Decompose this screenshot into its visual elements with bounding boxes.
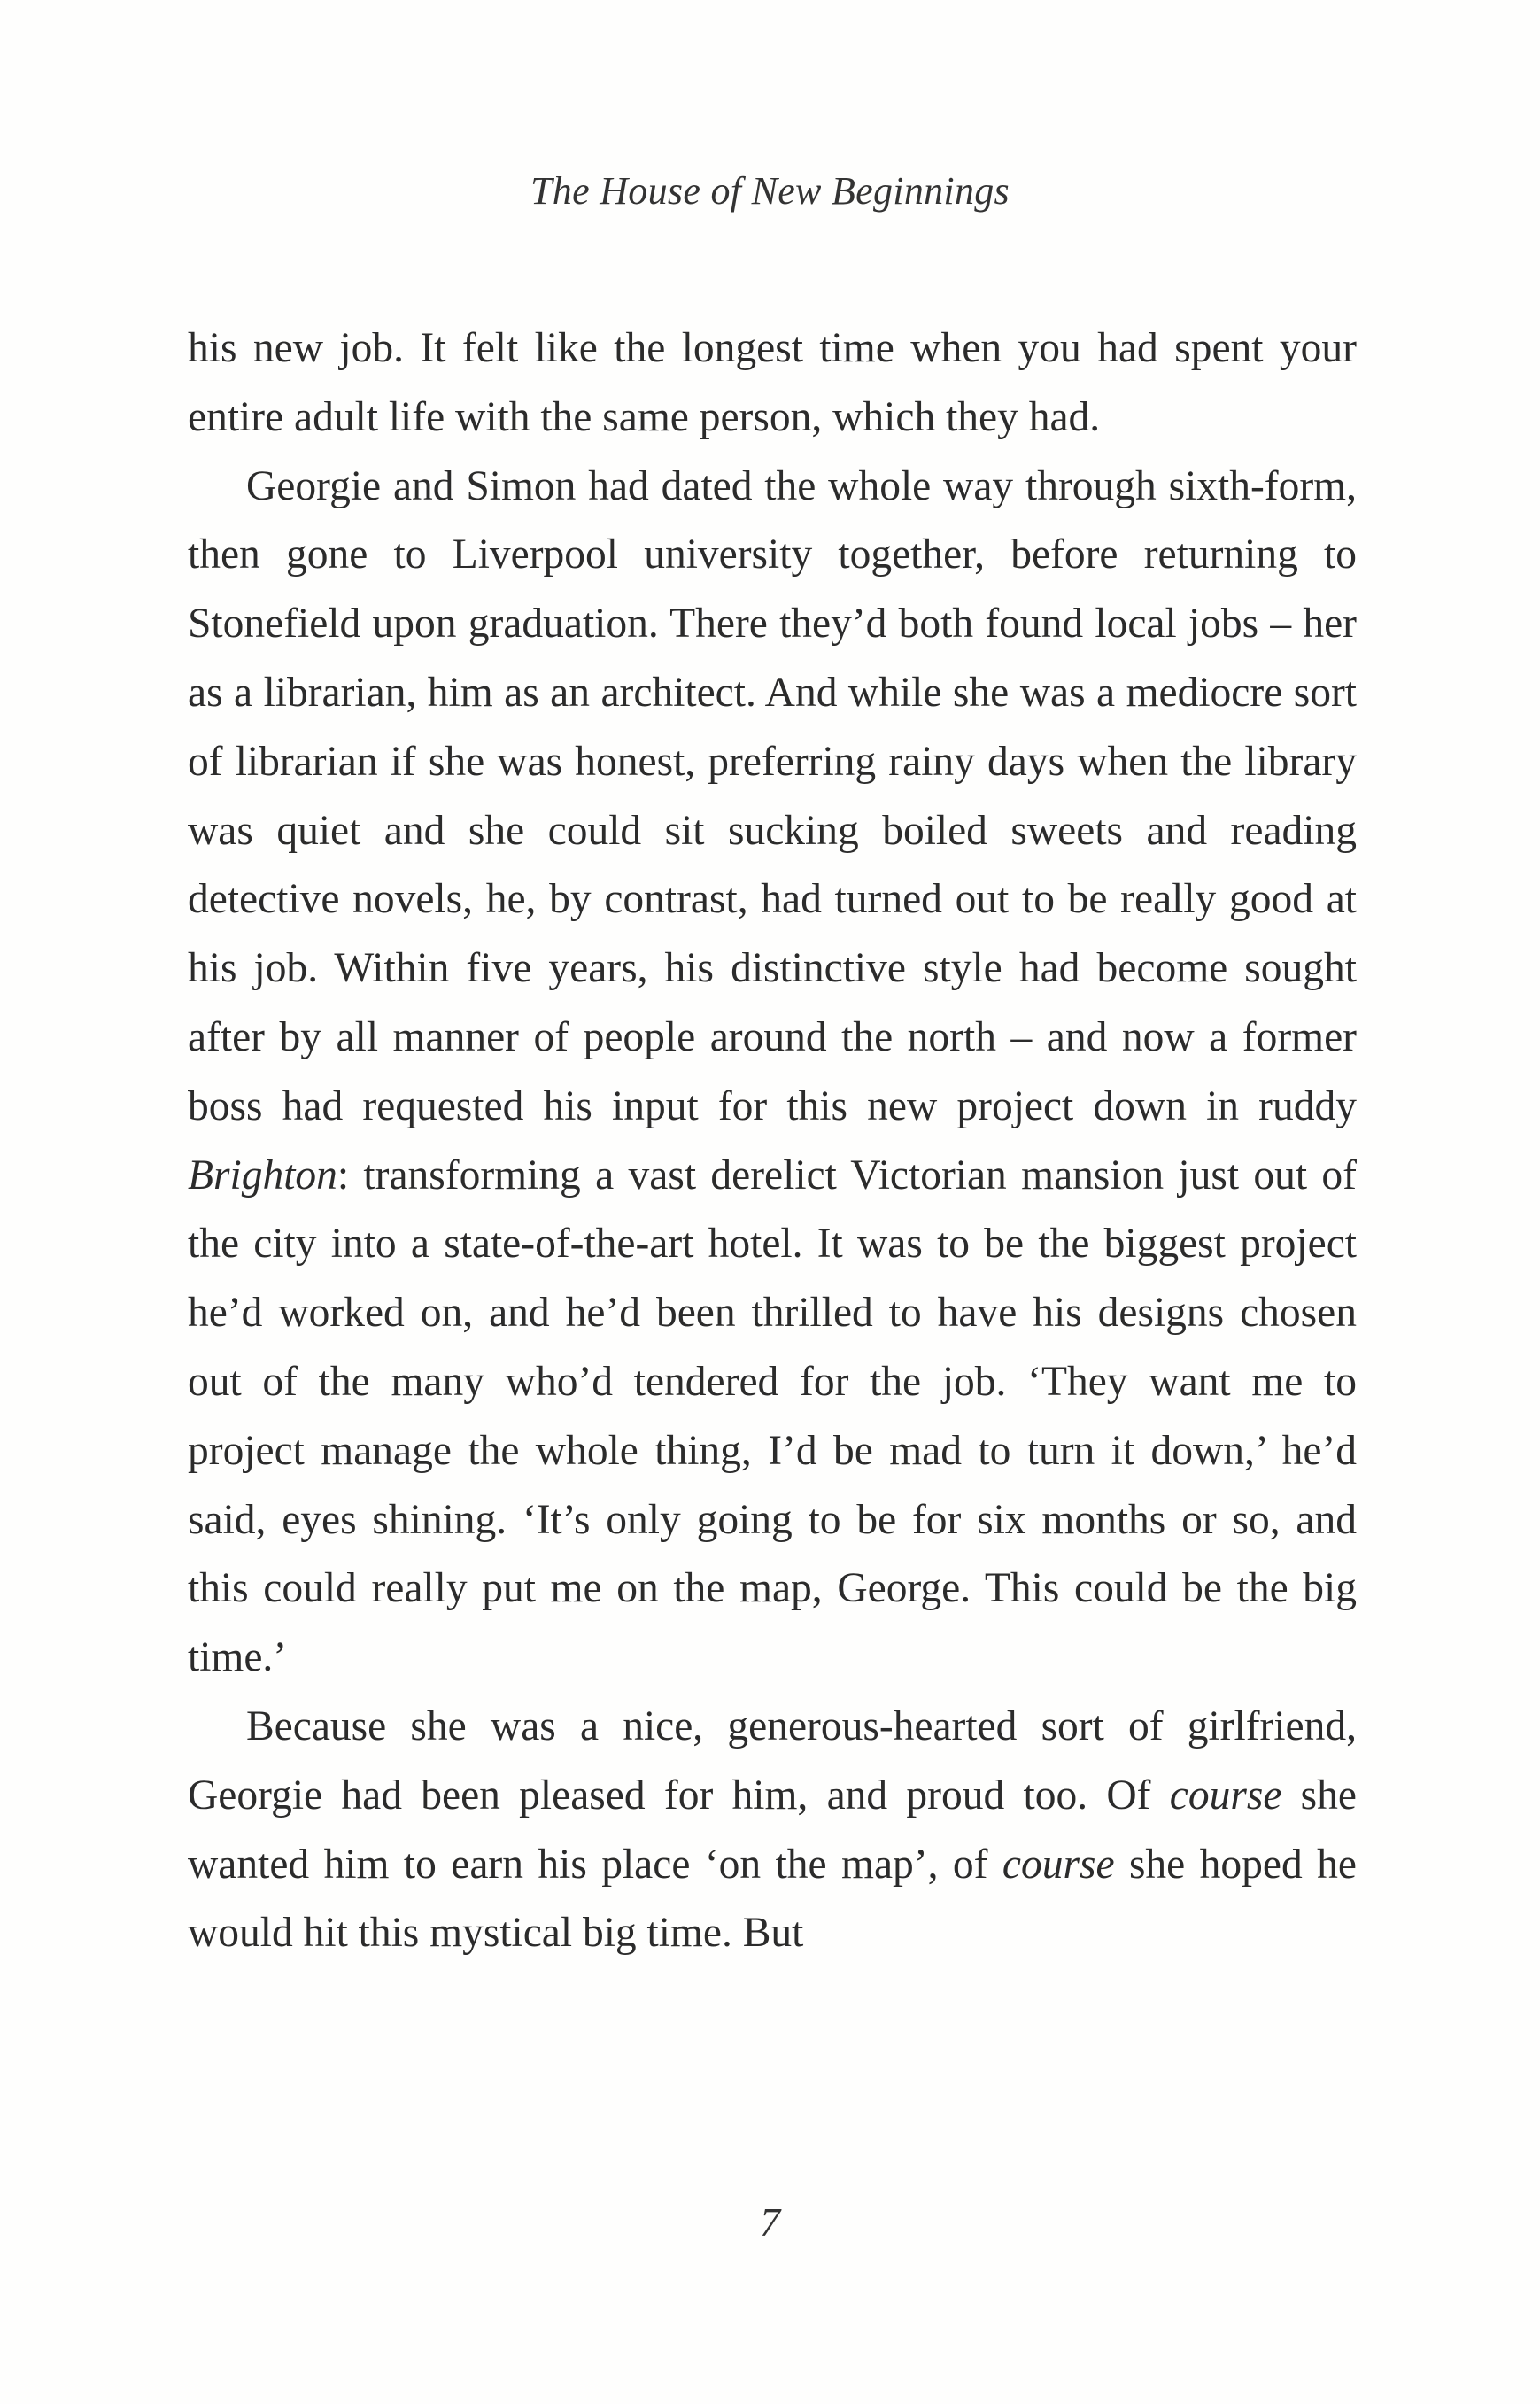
text-segment: his new job. It felt like the longest time when you had spent your entire adult life with the same person, which they had. (188, 325, 1357, 440)
italic-text-segment: course (1169, 1772, 1282, 1819)
paragraph (188, 314, 1357, 453)
body-text (188, 314, 1357, 1968)
paragraph (188, 453, 1357, 1693)
text-segment: she hoped he would hit this mystical big time. But (188, 1841, 1358, 1957)
text-segment: Because she was a nice, generous-hearted sort of girlfriend, Georgie had been pleased for him, and proud too. Of (188, 1702, 1357, 1819)
italic-text-segment: Brighton (188, 1152, 337, 1198)
paragraph (188, 1693, 1357, 1968)
text-segment: : transforming a vast derelict Victorian mansion just out of the city into a state-of-the-art hotel. It was to be the biggest project he’d worked on, and he’d been thrilled to have his designs chosen out of the many who’d tendered for the job. ‘They want me to project manage the whole thing, I’d be mad to turn it down,’ he’d said, eyes shining. ‘It’s only going to be for six months or so, and this could really put me on the map, George. This could be the big time.’ (188, 1152, 1357, 1681)
text-segment: she wanted him to earn his place ‘on the map’, of (188, 1772, 1357, 1888)
page-number: 7 (760, 2199, 780, 2245)
text-segment: Georgie and Simon had dated the whole way through sixth-form, then gone to Liverpool university together, before returning to Stonefield upon graduation. There they’d both found local jobs – her as a librarian, him as an architect. And while she was a mediocre sort of librarian if she was honest, preferring rainy days when the library was quiet and she could sit sucking boiled sweets and reading detective novels, he, by contrast, had turned out to be really good at his job. Within five years, his distinctive style had become sought after by all manner of people around the north – and now a former boss had requested his input for this new project down in ruddy (188, 462, 1357, 1129)
italic-text-segment: course (1002, 1841, 1115, 1888)
running-head-title: The House of New Beginnings (530, 169, 1010, 213)
